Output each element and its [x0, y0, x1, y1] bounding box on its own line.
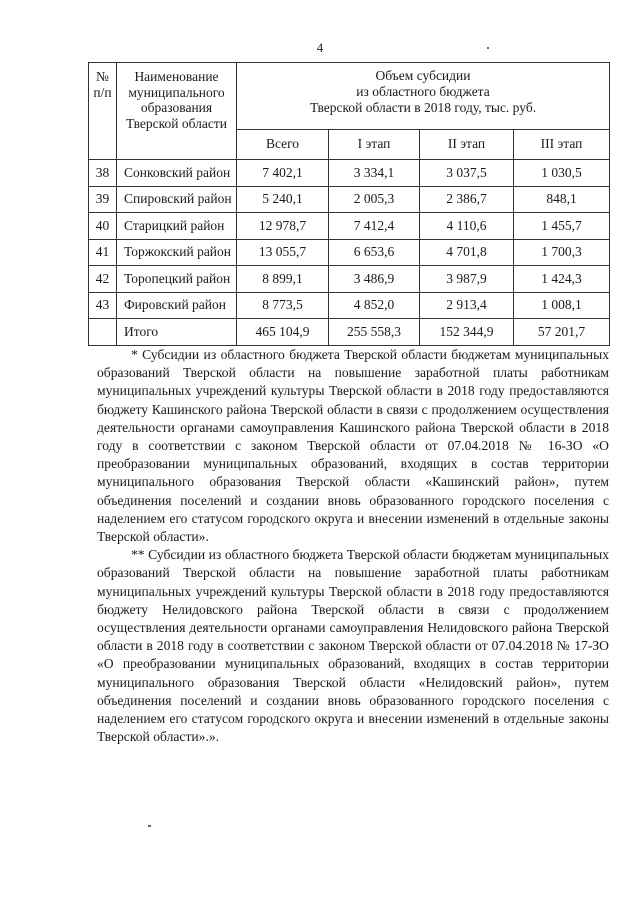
row-total: 7 402,1 — [237, 160, 329, 187]
row-municipality: Торжокский район — [117, 239, 237, 266]
scan-speck-mark — [487, 47, 489, 49]
header-subsidy-volume: Объем субсидии из областного бюджета Тверской области в 2018 году, тыс. руб. — [237, 63, 610, 130]
scan-speck-mark — [148, 825, 151, 827]
row-total: 12 978,7 — [237, 213, 329, 240]
row-stage-1: 3 486,9 — [329, 266, 420, 293]
row-number: 39 — [89, 186, 117, 213]
row-stage-1: 6 653,6 — [329, 239, 420, 266]
table-row — [89, 239, 610, 266]
total-row-stage-1: 255 558,3 — [329, 319, 420, 346]
header-stage-1: I этап — [329, 129, 420, 159]
row-municipality: Спировский район — [117, 186, 237, 213]
header-total: Всего — [237, 129, 329, 159]
header-municipality: Наименование муниципального образования Тверской области — [117, 63, 237, 160]
row-number: 42 — [89, 266, 117, 293]
table-row — [89, 213, 610, 240]
row-number: 43 — [89, 292, 117, 319]
footnote-kashinsky: * Субсидии из областного бюджета Тверской области бюджетам муниципальных образований Тверской области на повышение заработной платы работникам муниципальных учреждений культуры Тверской области в 2018 году предоставляются бюджету Кашинского района Тверской области в связи с продолжением осуществления деятельности органами самоуправления Кашинского района Тверской области в 2018 году в соответствии с законом Тверской области от 07.04.2018 № 16-ЗО «О преобразовании муниципальных образований, входящих в состав территории муниципального образования Тверской области «Кашинский район», путем объединения поселений и создании вновь образованного городского поселения с наделением его статусом городского округа и внесении изменений в отдельные законы Тверской области». — [97, 347, 609, 545]
total-row-stage-3: 57 201,7 — [514, 319, 610, 346]
header-stage-3: III этап — [514, 129, 610, 159]
total-row-label: Итого — [117, 319, 237, 346]
row-municipality: Старицкий район — [117, 213, 237, 240]
total-row-total: 465 104,9 — [237, 319, 329, 346]
row-number: 38 — [89, 160, 117, 187]
total-row-number — [89, 319, 117, 346]
page-number: 4 — [316, 40, 324, 55]
row-total: 8 899,1 — [237, 266, 329, 293]
row-stage-2: 3 987,9 — [420, 266, 514, 293]
row-number: 40 — [89, 213, 117, 240]
row-total: 13 055,7 — [237, 239, 329, 266]
row-stage-2: 2 913,4 — [420, 292, 514, 319]
row-stage-1: 2 005,3 — [329, 186, 420, 213]
row-stage-3: 848,1 — [514, 186, 610, 213]
row-municipality: Сонковский район — [117, 160, 237, 187]
header-stage-2: II этап — [420, 129, 514, 159]
table-row — [89, 266, 610, 293]
subsidy-table — [88, 62, 610, 346]
row-stage-1: 4 852,0 — [329, 292, 420, 319]
row-stage-1: 7 412,4 — [329, 213, 420, 240]
footnote-nelidovsky: ** Субсидии из областного бюджета Тверской области бюджетам муниципальных образований Тверской области на повышение заработной платы работникам муниципальных учреждений культуры Тверской области в 2018 году предоставляются бюджету Нелидовского района Тверской области в связи с продолжением осуществления деятельности органами самоуправления Нелидовского района Тверской области в 2018 году в соответствии с законом Тверской области от 07.04.2018 № 17-ЗО «О преобразовании муниципальных образований, входящих в состав территории муниципального образования Тверской области «Нелидовский район», путем объединения поселений и создании вновь образованного городского поселения с наделением его статусом городского округа и внесении изменений в отдельные законы Тверской области».». — [97, 547, 609, 745]
row-stage-3: 1 030,5 — [514, 160, 610, 187]
row-stage-2: 4 110,6 — [420, 213, 514, 240]
total-row-stage-2: 152 344,9 — [420, 319, 514, 346]
table-row — [89, 160, 610, 187]
row-total: 5 240,1 — [237, 186, 329, 213]
table-row — [89, 292, 610, 319]
row-stage-3: 1 008,1 — [514, 292, 610, 319]
row-municipality: Торопецкий район — [117, 266, 237, 293]
row-stage-3: 1 700,3 — [514, 239, 610, 266]
row-stage-2: 3 037,5 — [420, 160, 514, 187]
row-stage-1: 3 334,1 — [329, 160, 420, 187]
row-stage-3: 1 424,3 — [514, 266, 610, 293]
row-number: 41 — [89, 239, 117, 266]
footnotes — [97, 346, 609, 746]
row-total: 8 773,5 — [237, 292, 329, 319]
row-stage-2: 2 386,7 — [420, 186, 514, 213]
header-number: № п/п — [89, 63, 117, 160]
total-row — [89, 319, 610, 346]
row-municipality: Фировский район — [117, 292, 237, 319]
table-row — [89, 186, 610, 213]
row-stage-2: 4 701,8 — [420, 239, 514, 266]
row-stage-3: 1 455,7 — [514, 213, 610, 240]
